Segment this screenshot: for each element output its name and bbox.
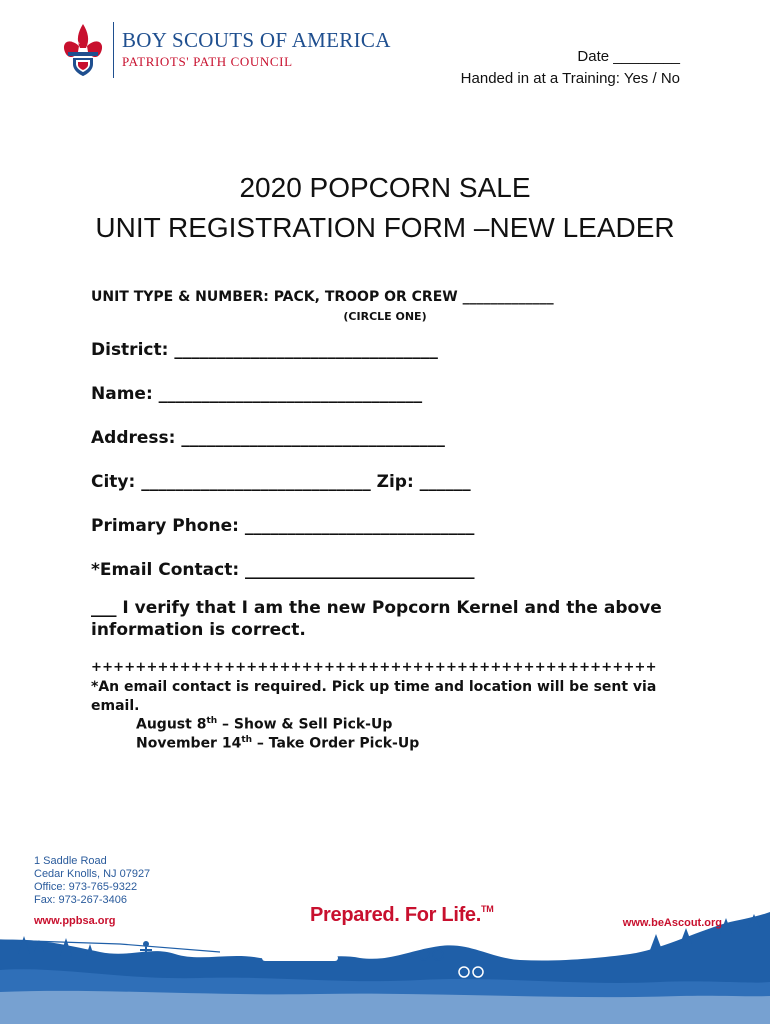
training-field: Handed in at a Training: Yes / No [460, 70, 680, 87]
email-note: *An email contact is required. Pick up time and location will be sent via email. [91, 679, 657, 714]
council-website-link[interactable]: www.ppbsa.org [34, 915, 116, 927]
unit-type-field: UNIT TYPE & NUMBER: PACK, TROOP OR CREW _____________ [91, 289, 554, 305]
phone-field: Primary Phone: ___________________________ [91, 516, 475, 536]
slogan: Prepared. For Life.™ [310, 904, 494, 926]
pickup-date-november: November 14th – Take Order Pick-Up [136, 735, 420, 752]
name-field: Name: _______________________________ [91, 384, 423, 404]
council-name: PATRIOTS' PATH COUNCIL [122, 54, 293, 69]
circle-one-hint: (CIRCLE ONE) [343, 310, 427, 323]
fleur-de-lis-icon [58, 22, 108, 80]
district-field: District: _______________________________ [91, 340, 438, 360]
address-field: Address: _______________________________ [91, 428, 445, 448]
org-name: BOY SCOUTS OF AMERICA [122, 28, 391, 52]
pickup-date-august: August 8th – Show & Sell Pick-Up [136, 716, 393, 733]
form-title-line1: 2020 POPCORN SALE [239, 172, 531, 203]
date-field: Date ________ [577, 48, 680, 65]
city-zip-field: City: ___________________________ Zip: ______ [91, 472, 471, 492]
header-divider [113, 22, 114, 78]
verify-statement: ___ I verify that I am the new Popcorn Kernel and the above information is correct. [91, 598, 662, 640]
beascout-website-link[interactable]: www.beAscout.org [622, 917, 722, 929]
email-field: *Email Contact: ___________________________ [91, 560, 475, 580]
council-address: 1 Saddle Road Cedar Knolls, NJ 07927 Office: 973-765-9322 Fax: 973-267-3406 [34, 855, 151, 906]
separator-line: +++++++++++++++++++++++++++++++++++++++++++++++++++ [91, 660, 657, 675]
form-title-line2: UNIT REGISTRATION FORM –NEW LEADER [95, 212, 675, 243]
